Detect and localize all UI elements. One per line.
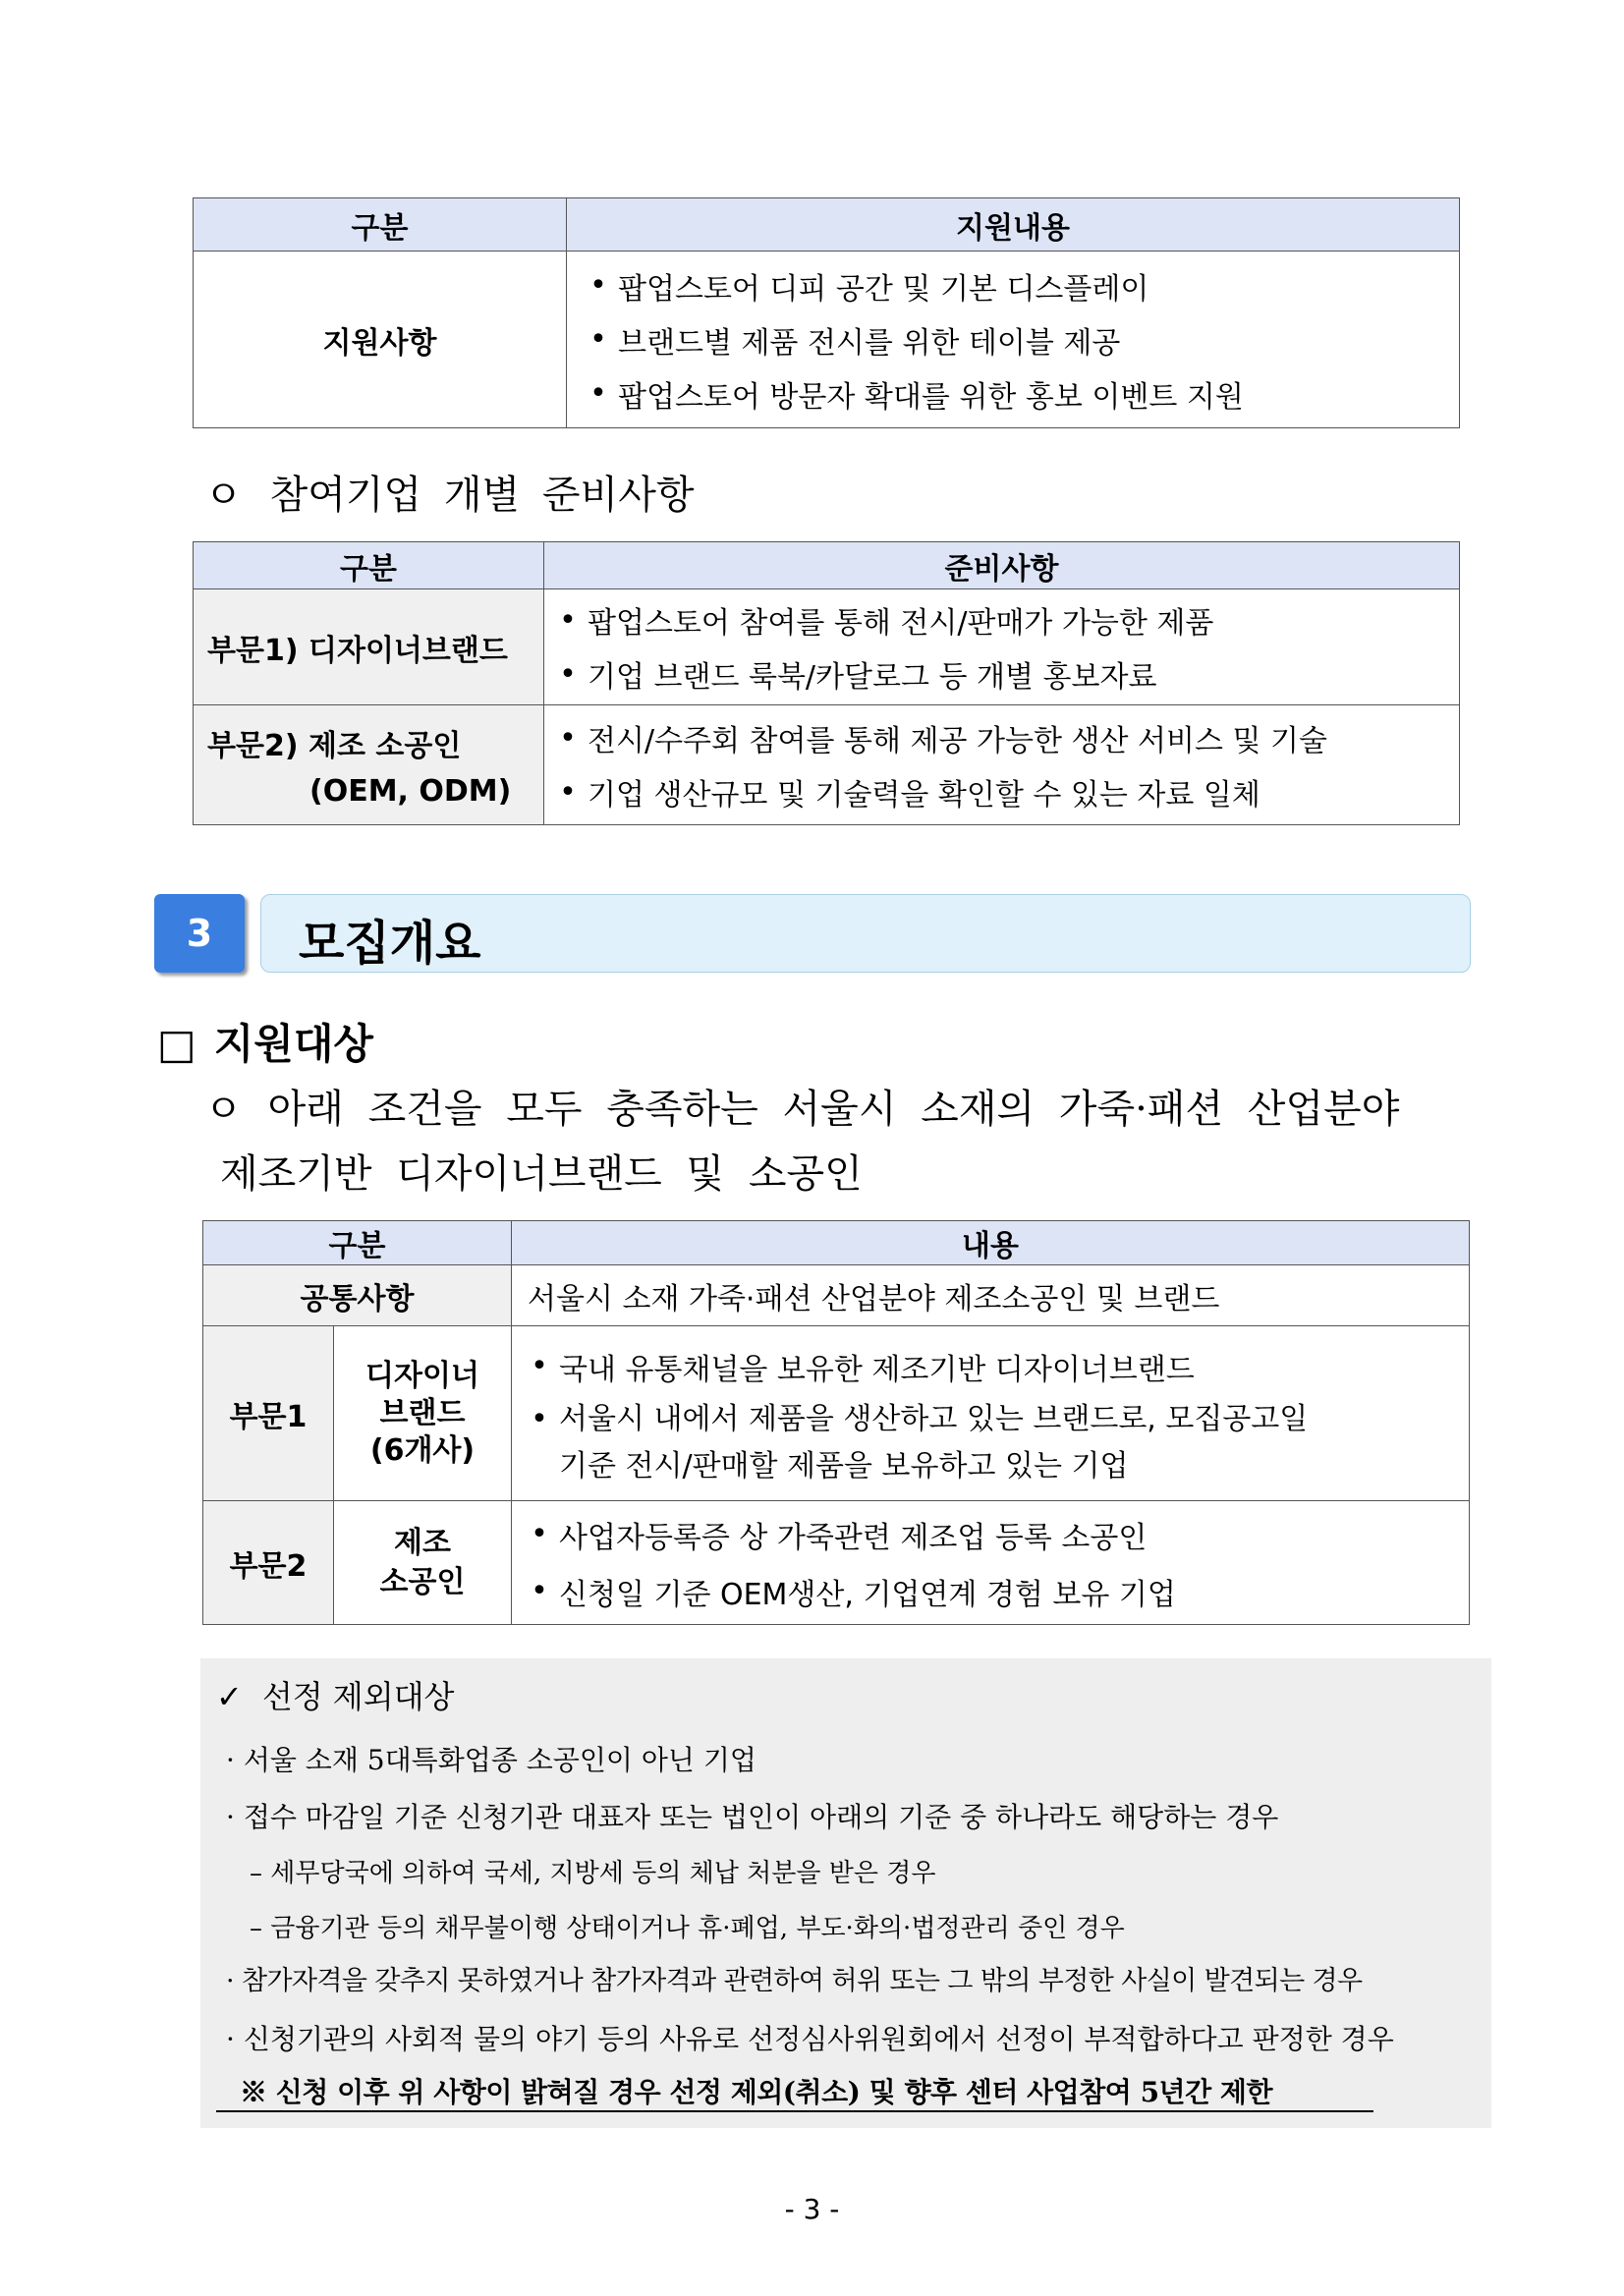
section-title-bar <box>260 894 1471 973</box>
division2-label: 부문2 <box>203 1501 334 1625</box>
preparation-table-header-content: 준비사항 <box>544 542 1460 589</box>
list-item: • 신청일 기준 OEM생산, 기업연계 경험 보유 기업 <box>531 1574 1176 1612</box>
prep-heading: ㅇ 참여기업 개별 준비사항 <box>204 473 695 518</box>
division1-label: 부문1 <box>203 1326 334 1501</box>
preparation-table-header-category: 구분 <box>194 542 544 589</box>
exclusion-subitem: – 금융기관 등의 채무불이행 상태이거나 휴·폐업, 부도·화의·법정관리 중인 경우 <box>250 1914 1125 1943</box>
eligibility-table <box>202 1220 1470 1625</box>
list-item: • 팝업스토어 디피 공간 및 기본 디스플레이 <box>589 268 1149 307</box>
support-table-header-category: 구분 <box>194 198 567 252</box>
exclusion-subitem: – 세무당국에 의하여 국세, 지방세 등의 체납 처분을 받은 경우 <box>250 1859 936 1888</box>
list-item: • 팝업스토어 방문자 확대를 위한 홍보 이벤트 지원 <box>589 376 1244 415</box>
list-item: • 팝업스토어 참여를 통해 전시/판매가 가능한 제품 <box>559 602 1214 641</box>
exclusion-item: · 참가자격을 갖추지 못하였거나 참가자격과 관련하여 허위 또는 그 밖의 부정한 사실이 발견되는 경우 <box>226 1966 1363 1996</box>
list-item: • 사업자등록증 상 가죽관련 제조업 등록 소공인 <box>531 1517 1148 1555</box>
eligibility-table-header-content: 내용 <box>512 1221 1470 1265</box>
section-number-badge: 3 <box>154 894 245 973</box>
section-title: 모집개요 <box>299 916 481 971</box>
division2-sublabel: 소공인 <box>379 1564 466 1599</box>
checkbox-icon: □ <box>157 1020 196 1068</box>
division2-sublabel: 제조 <box>394 1525 451 1560</box>
circle-marker: ㅇ <box>204 473 243 518</box>
check-icon: ✓ <box>216 1678 243 1715</box>
exclusion-item: · 서울 소재 5대특화업종 소공인이 아닌 기업 <box>226 1744 756 1776</box>
support-table <box>193 197 1460 428</box>
support-row-label: 지원사항 <box>194 252 567 428</box>
list-item: • 서울시 내에서 제품을 생산하고 있는 브랜드로, 모집공고일 기준 전시/판매할 제품을 보유하고 있는 기업 <box>531 1401 1309 1484</box>
division1-label: 부문1) 디자이너브랜드 <box>207 633 508 668</box>
target-heading: □ 지원대상 <box>157 1020 373 1068</box>
exclusion-note: ※ 신청 이후 위 사항이 밝혀질 경우 선정 제외(취소) 및 향후 센터 사업참여 5년간 제한 <box>216 2071 1373 2112</box>
page-number: - 3 - <box>784 2193 840 2225</box>
exclusion-box <box>200 1658 1491 2128</box>
exclusion-item: · 신청기관의 사회적 물의 야기 등의 사유로 선정심사위원회에서 선정이 부적합하다고 판정한 경우 <box>226 2023 1394 2055</box>
common-label: 공통사항 <box>203 1265 512 1326</box>
eligibility-table-header-category: 구분 <box>203 1221 512 1265</box>
exclusion-item: · 접수 마감일 기준 신청기관 대표자 또는 법인이 아래의 기준 중 하나라도 해당하는 경우 <box>226 1801 1279 1833</box>
exclusion-title: ✓ 선정 제외대상 <box>216 1678 455 1715</box>
list-item: • 브랜드별 제품 전시를 위한 테이블 제공 <box>589 322 1121 361</box>
division2-sublabel: (OEM, ODM) <box>309 774 512 809</box>
circle-marker: ㅇ <box>204 1087 243 1132</box>
list-item: • 전시/수주회 참여를 통해 제공 가능한 생산 서비스 및 기술 <box>559 720 1327 758</box>
target-description: ㅇ 아래 조건을 모두 충족하는 서울시 소재의 가죽·패션 산업분야 제조기반 디자이너브랜드 및 소공인 <box>204 1087 1400 1197</box>
common-text: 서울시 소재 가죽·패션 산업분야 제조소공인 및 브랜드 <box>512 1265 1470 1326</box>
division1-sublabel: (6개사) <box>369 1432 476 1468</box>
division2-label: 부문2) 제조 소공인 <box>207 729 462 763</box>
list-item: • 기업 브랜드 룩북/카달로그 등 개별 홍보자료 <box>559 656 1157 695</box>
division1-sublabel: 디자이너 <box>365 1358 479 1393</box>
preparation-table <box>193 541 1460 825</box>
list-item: • 국내 유통채널을 보유한 제조기반 디자이너브랜드 <box>531 1349 1195 1387</box>
list-item: • 기업 생산규모 및 기술력을 확인할 수 있는 자료 일체 <box>559 774 1260 812</box>
division1-sublabel: 브랜드 <box>379 1395 466 1430</box>
support-table-header-content: 지원내용 <box>567 198 1460 252</box>
